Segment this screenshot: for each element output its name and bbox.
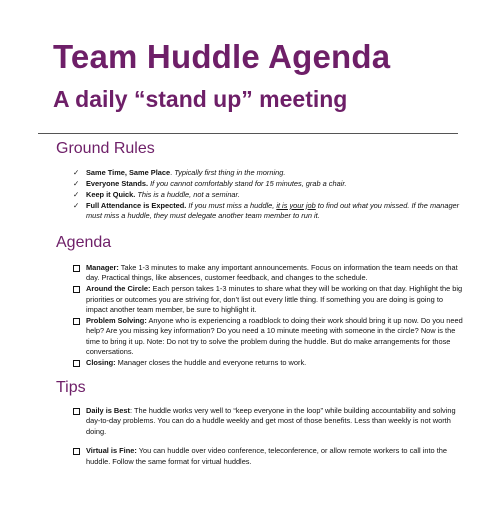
agenda-text: Anyone who is experiencing a roadblock to doing their work should bring it up now. Do you need help? Are you missing key information? Do you need a 10 minute meeting with someone in the circle? Now is the time to bring it up. Note: Do not try to solve the problem during the huddle. But do make arrangements for those conversations.: [86, 316, 463, 357]
checkmark-icon: ✓: [73, 168, 80, 177]
rule-text-underlined: it is your job: [276, 200, 316, 210]
checkmark-icon: ✓: [73, 189, 80, 199]
agenda-label: Problem Solving:: [86, 316, 147, 326]
list-item: [73, 263, 465, 284]
tips-heading: Tips: [56, 379, 86, 396]
agenda-label: Around the Circle:: [86, 284, 151, 294]
checkbox-icon: [73, 360, 80, 367]
list-item: [73, 284, 465, 315]
rule-label: Same Time, Same Place: [86, 168, 171, 177]
agenda-text: Manager closes the huddle and everyone returns to work.: [117, 358, 307, 368]
rule-separator: .: [170, 168, 175, 177]
rule-label: Full Attendance is Expected.: [86, 200, 187, 210]
checkbox-icon: [73, 448, 80, 455]
rule-text: If you cannot comfortably stand for 15 minutes, grab a chair.: [150, 178, 347, 188]
list-item: [73, 201, 463, 222]
tips-list: [73, 406, 465, 476]
checkmark-icon: ✓: [73, 178, 80, 188]
list-item: [73, 168, 463, 178]
rule-text: This is a huddle, not a seminar.: [137, 189, 240, 199]
agenda-text: Each person takes 1-3 minutes to share what they will be working on that day. Highlight the big priorities or outcomes you are striving for, don’t list out every little thing. If something you are doing is going to impact another team member, be sure to highlight it.: [86, 284, 463, 315]
divider: [38, 133, 458, 134]
checkbox-icon: [73, 408, 80, 415]
agenda-label: Closing:: [86, 358, 116, 368]
ground-rules-heading: Ground Rules: [56, 140, 155, 157]
rule-text: to find out what you missed. If the manager must miss a huddle, they must delegate another team member to run it.: [86, 200, 460, 221]
list-item: [73, 446, 465, 467]
checkmark-icon: ✓: [73, 200, 80, 210]
list-item: [73, 179, 463, 189]
checkbox-icon: [73, 286, 80, 293]
rule-label: Keep it Quick.: [86, 189, 136, 199]
list-item: [73, 316, 465, 358]
agenda-text: Take 1-3 minutes to make any important announcements. Focus on information the team needs on that day. Practical things, like absences, customer feedback, and changes to the schedule.: [86, 263, 458, 283]
list-item: [73, 406, 465, 437]
agenda-heading: Agenda: [56, 234, 112, 251]
rule-text: Typically first thing in the morning.: [174, 168, 286, 177]
ground-rules-list: [73, 168, 463, 222]
list-item: [73, 190, 463, 200]
rule-label: Everyone Stands.: [86, 178, 149, 188]
checkbox-icon: [73, 265, 80, 272]
tip-text: : The huddle works very well to “keep everyone in the loop” while building accountability and solving day-to-day problems. You can do a huddle weekly and get most of those benefits. Less than weekly is not worth doing.: [86, 406, 456, 436]
tip-label: Virtual is Fine:: [86, 446, 137, 456]
document-subtitle: A daily “stand up” meeting: [53, 86, 348, 112]
agenda-list: [73, 263, 465, 369]
rule-text: If you must miss a huddle,: [188, 200, 277, 210]
checkbox-icon: [73, 318, 80, 325]
list-item: [73, 358, 465, 368]
tip-text: You can huddle over video conference, teleconference, or allow remote workers to call into the huddle. Follow the same format for virtual huddles.: [86, 446, 447, 466]
tip-label: Daily is Best: [86, 406, 130, 415]
agenda-label: Manager:: [86, 263, 119, 272]
document-title: Team Huddle Agenda: [53, 38, 391, 75]
